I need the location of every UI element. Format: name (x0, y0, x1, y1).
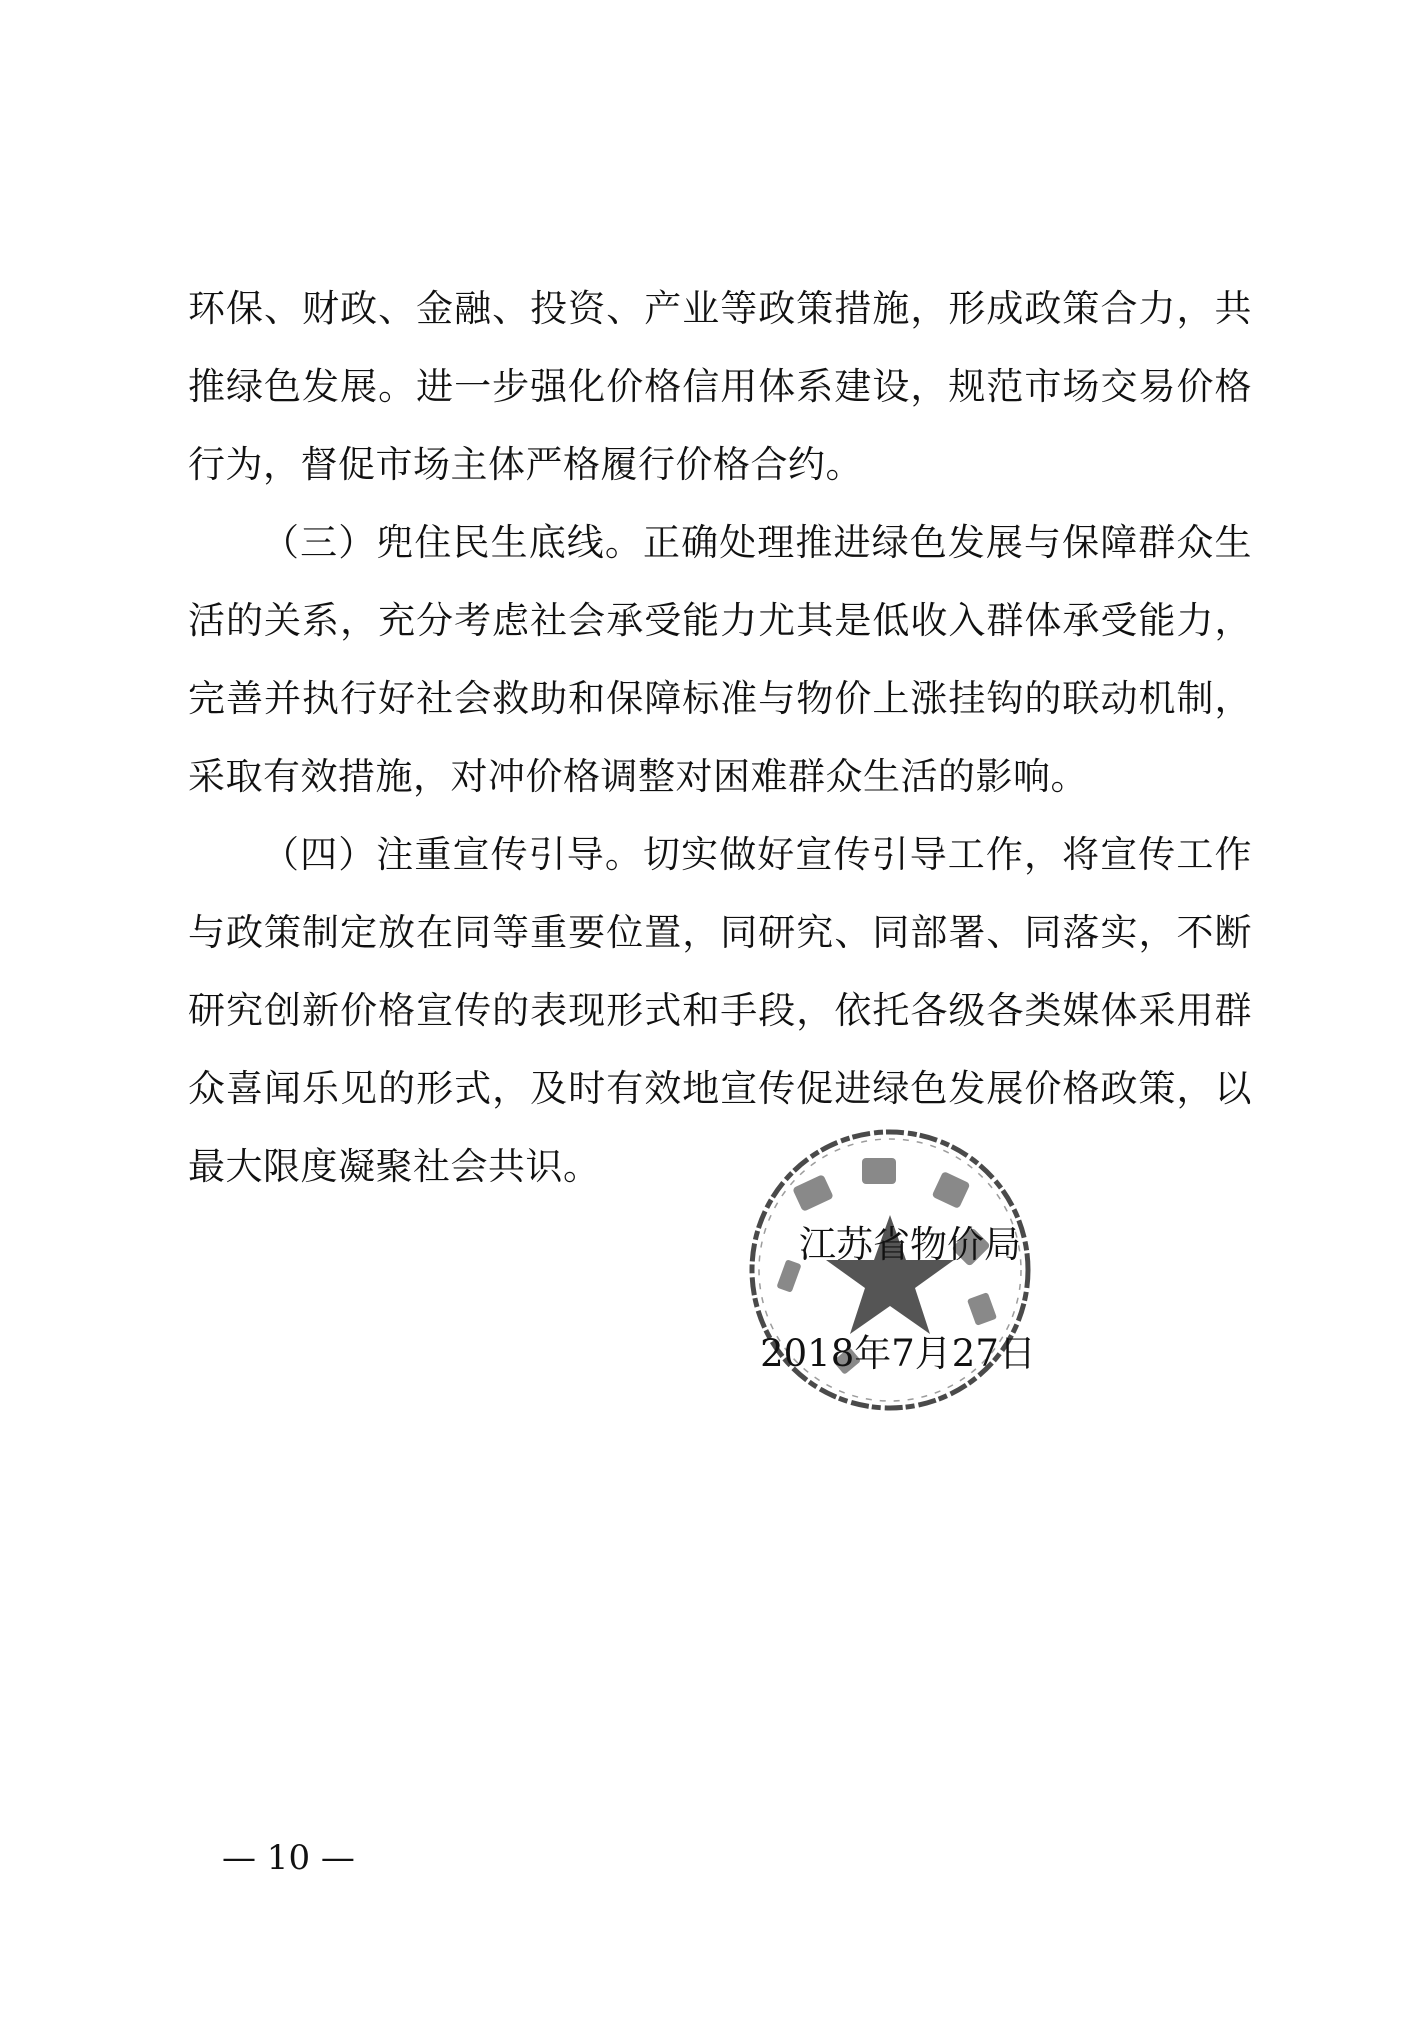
paragraph-continuation: 环保、财政、金融、投资、产业等政策措施，形成政策合力，共推绿色发展。进一步强化价格信用体系建设，规范市场交易价格行为，督促市场主体严格履行价格合约。 (188, 287, 1252, 486)
page-number: — 10 — (222, 1838, 355, 1878)
issue-date: 2018年7月27日 (760, 1332, 1036, 1375)
document-body (188, 270, 1252, 1206)
paragraph-section-three: （三）兜住民生底线。正确处理推进绿色发展与保障群众生活的关系，充分考虑社会承受能力尤其是低收入群体承受能力，完善并执行好社会救助和保障标准与物价上涨挂钩的联动机制，采取有效措施，对冲价格调整对困难群众生活的影响。 (188, 521, 1252, 798)
paragraph-section-four: （四）注重宣传引导。切实做好宣传引导工作，将宣传工作与政策制定放在同等重要位置，同研究、同部署、同落实，不断研究创新价格宣传的表现形式和手段，依托各级各类媒体采用群众喜闻乐见的形式，及时有效地宣传促进绿色发展价格政策，以最大限度凝聚社会共识。 (188, 833, 1252, 1188)
issuer-signature: 江苏省物价局 (799, 1223, 1021, 1266)
official-seal-star-icon (740, 1120, 1040, 1420)
